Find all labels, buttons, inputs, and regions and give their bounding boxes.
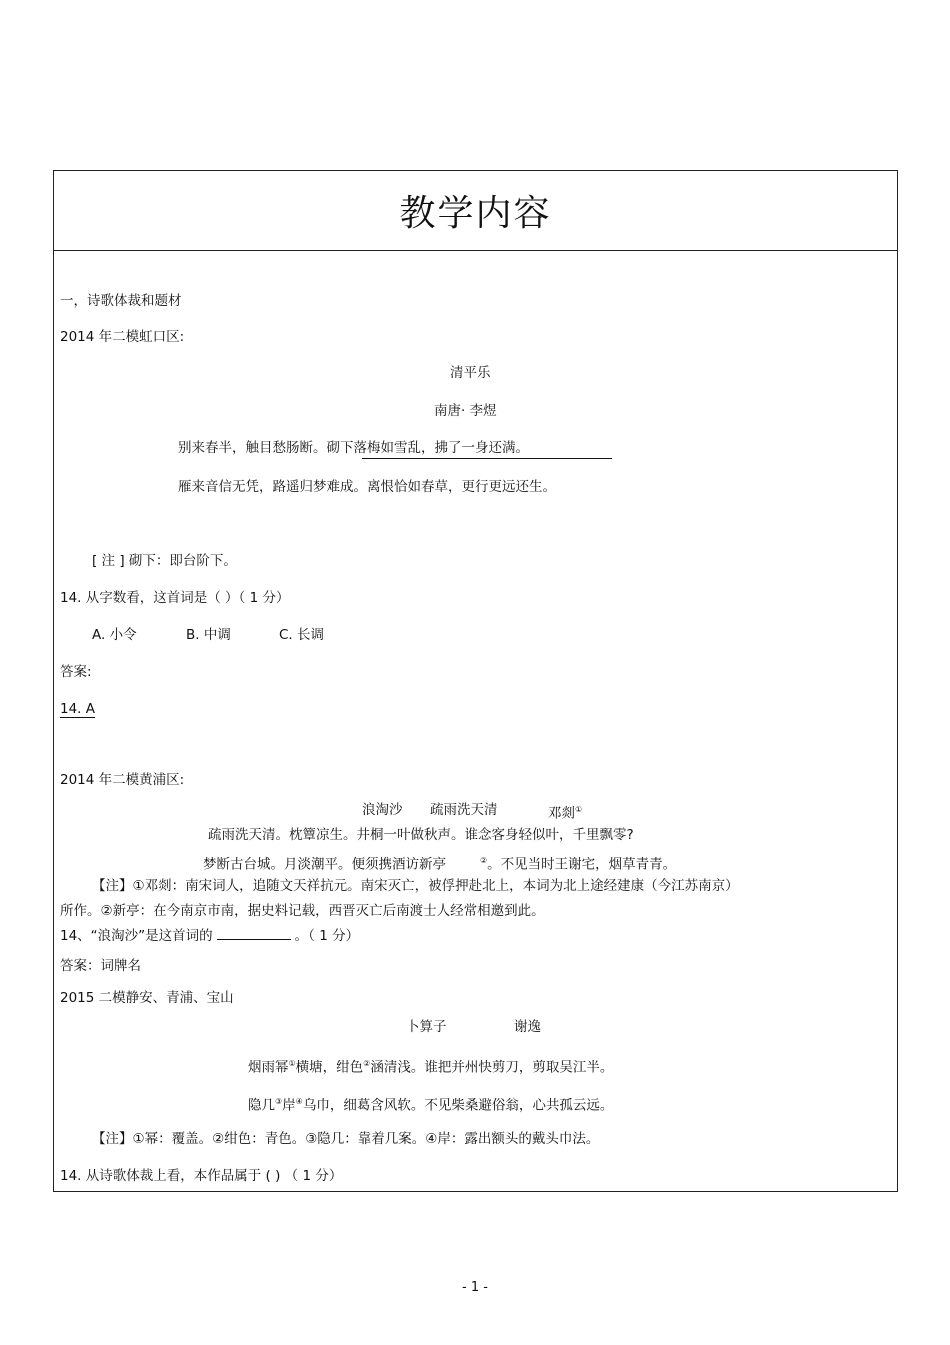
poem-note: 【注】①幂：覆盖。②绀色：青色。③隐几：靠着几案。④岸：露出额头的戴头巾法。 <box>92 1131 600 1147</box>
option-b: B. 中调 <box>186 627 231 643</box>
poem-line: 烟雨幂①横塘，绀色②涵清浅。谁把并州快剪刀，剪取吴江半。 <box>248 1059 614 1076</box>
option-a: A. 小令 <box>92 627 137 643</box>
question: 14. 从字数看，这首词是（ ）（ 1 分） <box>60 590 290 606</box>
option-c: C. 长调 <box>279 627 325 643</box>
poem-note-continued: 所作。②新亭：在今南京市南，据史料记载，西晋灭亡后南渡士人经常相邀到此。 <box>60 903 545 919</box>
title-row <box>54 171 897 251</box>
poem-title: 清平乐 <box>450 365 491 381</box>
answer-label: 答案: <box>60 664 92 680</box>
poem-line: 疏雨洗天清。枕簟凉生。井桐一叶做秋声。谁念客身轻似叶，千里飘零? <box>208 827 634 843</box>
page-number: - 1 - <box>462 1280 488 1295</box>
poem-note: [ 注 ] 砌下：即台阶下。 <box>92 553 237 569</box>
underline-mark <box>362 458 612 459</box>
poem-title: 浪淘沙 <box>362 802 403 818</box>
poem-line: 梦断古台城。月淡潮平。便须携酒访新亭 ②。不见当时王谢宅，烟草青青。 <box>203 856 677 873</box>
poem-line: 雁来音信无凭，路遥归梦难成。离恨恰如春草，更行更远还生。 <box>178 479 556 495</box>
answer-text: 14. A <box>60 701 95 717</box>
source-label: 2015 二模静安、青浦、宝山 <box>60 990 234 1006</box>
answer-text: 答案：词牌名 <box>60 958 141 974</box>
poem-note: 【注】①邓剡：南宋词人，追随文天祥抗元。南宋灭亡，被俘押赴北上，本词为北上途经建康（今江苏南京） <box>92 878 739 894</box>
page-title: 教学内容 <box>399 193 552 234</box>
source-label: 2014 年二模黄浦区: <box>60 772 185 788</box>
poem-title: 卜算子 <box>406 1019 447 1035</box>
poem-author: 谢逸 <box>514 1019 541 1035</box>
source-label: 2014 年二模虹口区: <box>60 329 185 345</box>
question: 14. 从诗歌体裁上看，本作品属于 ( ) （ 1 分） <box>60 1168 343 1184</box>
poem-author: 邓剡① <box>548 805 583 822</box>
poem-line: 别来春半，触目愁肠断。砌下落梅如雪乱，拂了一身还满。 <box>178 440 529 456</box>
poem-author: 南唐· 李煜 <box>434 403 497 419</box>
answer-blank <box>217 927 291 940</box>
poem-line: 隐几③岸④乌巾，细葛含风软。不见柴桑避俗翁，心共孤云远。 <box>248 1097 614 1114</box>
poem-subtitle: 疏雨洗天清 <box>430 802 498 818</box>
section-heading: 一，诗歌体裁和题材 <box>60 293 182 309</box>
content-frame <box>53 170 898 1192</box>
question: 14、“浪淘沙”是这首词的 。（ 1 分） <box>60 928 360 944</box>
